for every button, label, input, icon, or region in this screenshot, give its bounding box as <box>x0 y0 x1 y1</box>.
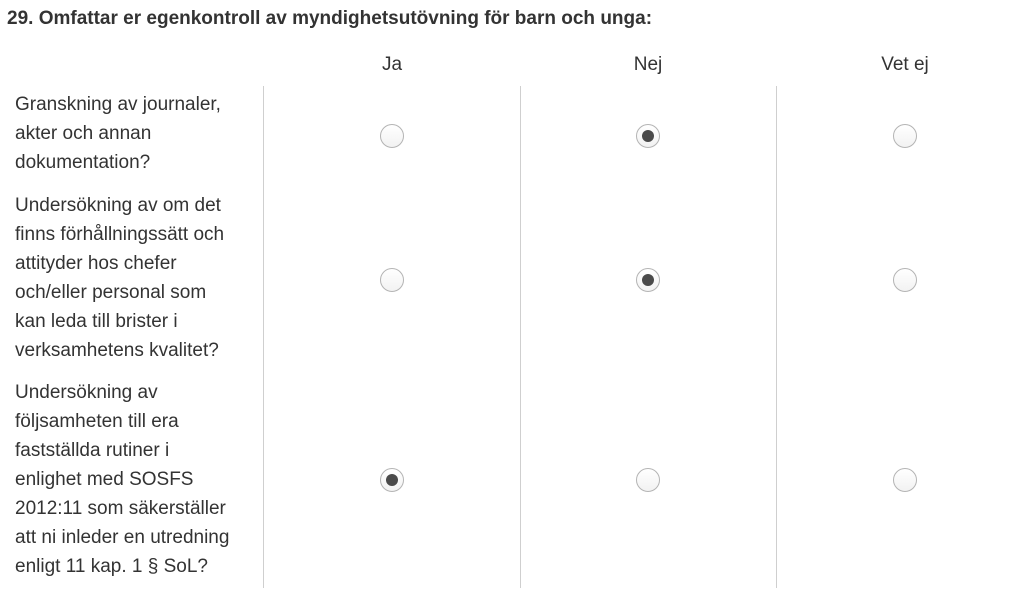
radio-row3-ja[interactable] <box>380 468 404 492</box>
row-label-line: fastställda rutiner i <box>15 440 170 461</box>
row-label-attityder <box>15 191 255 365</box>
row-label-line: kan leda till brister i <box>15 311 178 332</box>
radio-row1-ja[interactable] <box>380 124 404 148</box>
row-label-foljsamhet <box>15 378 255 581</box>
column-divider <box>263 86 264 588</box>
row-label-line: följsamheten till era <box>15 411 179 432</box>
radio-row3-nej[interactable] <box>636 468 660 492</box>
row-label-granskning <box>15 90 255 177</box>
row-label-line: Undersökning av <box>15 382 158 403</box>
radio-row1-nej[interactable] <box>636 124 660 148</box>
column-header-nej: Nej <box>633 54 663 75</box>
column-header-vet-ej: Vet ej <box>881 54 929 75</box>
row-label-line: attityder hos chefer <box>15 253 177 274</box>
row-label-line: dokumentation? <box>15 152 151 173</box>
radio-row2-ja[interactable] <box>380 268 404 292</box>
row-label-line: finns förhållningssätt och <box>15 224 225 245</box>
row-label-line: enligt 11 kap. 1 § SoL? <box>15 556 208 577</box>
row-label-line: Undersökning av om det <box>15 195 221 216</box>
radio-row2-nej[interactable] <box>636 268 660 292</box>
column-divider <box>520 86 521 588</box>
row-label-line: verksamhetens kvalitet? <box>15 340 219 361</box>
row-label-line: att ni inleder en utredning <box>15 527 230 548</box>
radio-row1-vet-ej[interactable] <box>893 124 917 148</box>
row-label-line: Granskning av journaler, <box>15 94 221 115</box>
row-label-line: och/eller personal som <box>15 282 207 303</box>
column-header-ja: Ja <box>381 54 403 75</box>
radio-row2-vet-ej[interactable] <box>893 268 917 292</box>
row-label-line: enlighet med SOSFS <box>15 469 194 490</box>
column-divider <box>776 86 777 588</box>
radio-row3-vet-ej[interactable] <box>893 468 917 492</box>
question-title: 29. Omfattar er egenkontroll av myndighetsutövning för barn och unga: <box>7 8 653 29</box>
row-label-line: 2012:11 som säkerställer <box>15 498 226 519</box>
row-label-line: akter och annan <box>15 123 152 144</box>
